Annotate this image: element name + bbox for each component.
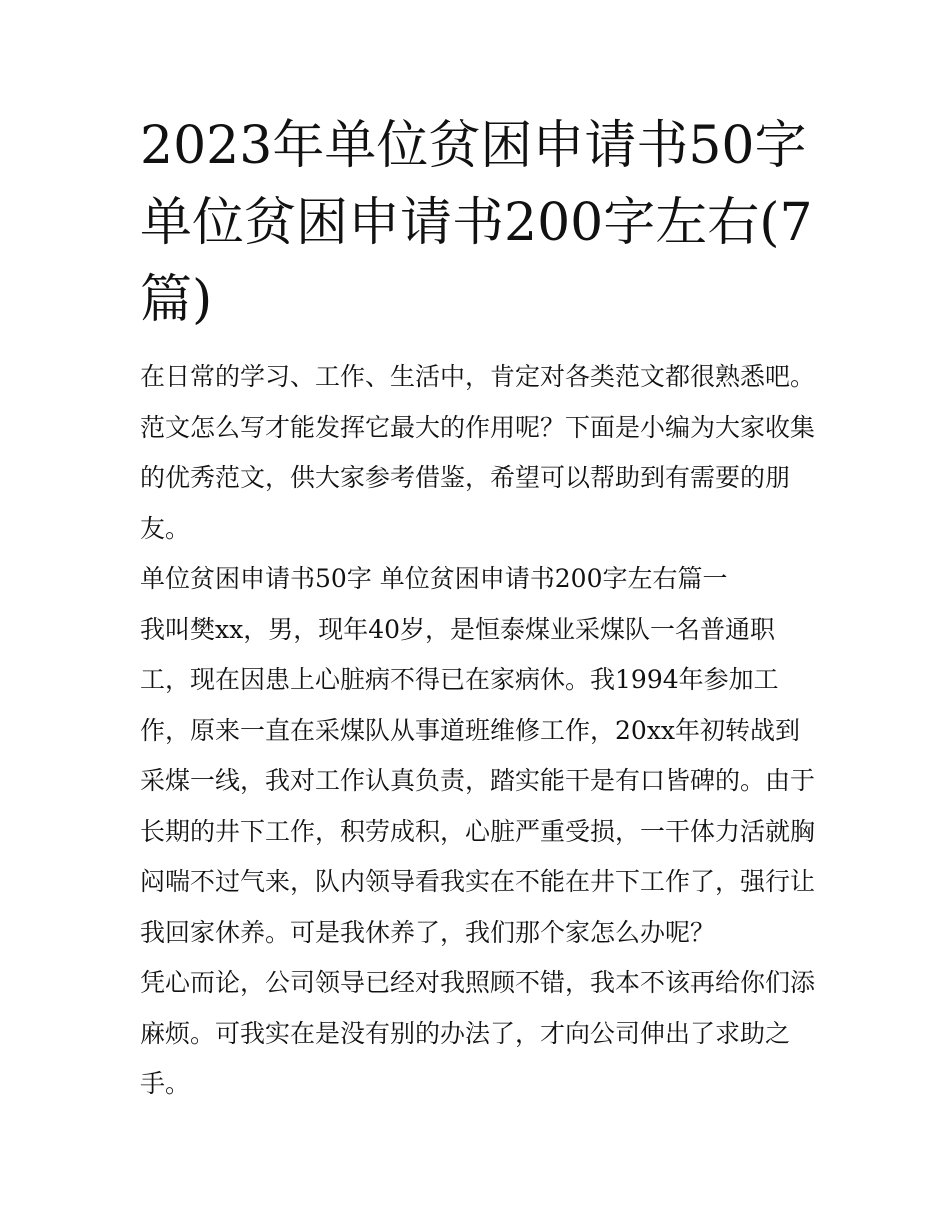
body-line: 凭心而论，公司领导已经对我照顾不错，我本不该再给你们添 <box>140 968 816 997</box>
title-line: 2023年单位贫困申请书50字 <box>140 116 807 176</box>
body-line: 范文怎么写才能发挥它最大的作用呢？下面是小编为大家收集 <box>140 412 816 442</box>
body-line: 采煤一线，我对工作认真负责，踏实能干是有口皆碑的。由于 <box>140 766 816 795</box>
body-line: 手。 <box>140 1069 191 1098</box>
body-line: 麻烦。可我实在是没有别的办法了，才向公司伸出了求助之 <box>140 1018 791 1048</box>
body-line: 我叫樊xx，男，现年40岁，是恒泰煤业采煤队一名普通职 <box>140 614 776 644</box>
body-line: 长期的井下工作，积劳成积，心脏严重受损，一干体力活就胸 <box>140 816 816 846</box>
document-title <box>140 108 820 339</box>
body-line: 友。 <box>140 513 191 543</box>
body-line: 在日常的学习、工作、生活中，肯定对各类范文都很熟悉吧。 <box>140 362 816 391</box>
title-line: 篇) <box>140 270 213 330</box>
body-line: 作，原来一直在采煤队从事道班维修工作，20xx年初转战到 <box>140 715 801 745</box>
body-line: 工，现在因患上心脏病不得已在家病休。我1994年参加工 <box>140 665 779 694</box>
body-line: 闷喘不过气来，队内领导看我实在不能在井下工作了，强行让 <box>140 867 816 896</box>
body-line: 的优秀范文，供大家参考借鉴，希望可以帮助到有需要的朋 <box>140 463 791 492</box>
title-line: 单位贫困申请书200字左右(7 <box>140 193 813 253</box>
document-body <box>140 352 820 1110</box>
section-heading: 单位贫困申请书50字 单位贫困申请书200字左右篇一 <box>140 564 728 593</box>
body-line: 我回家休养。可是我休养了，我们那个家怎么办呢？ <box>140 917 716 947</box>
